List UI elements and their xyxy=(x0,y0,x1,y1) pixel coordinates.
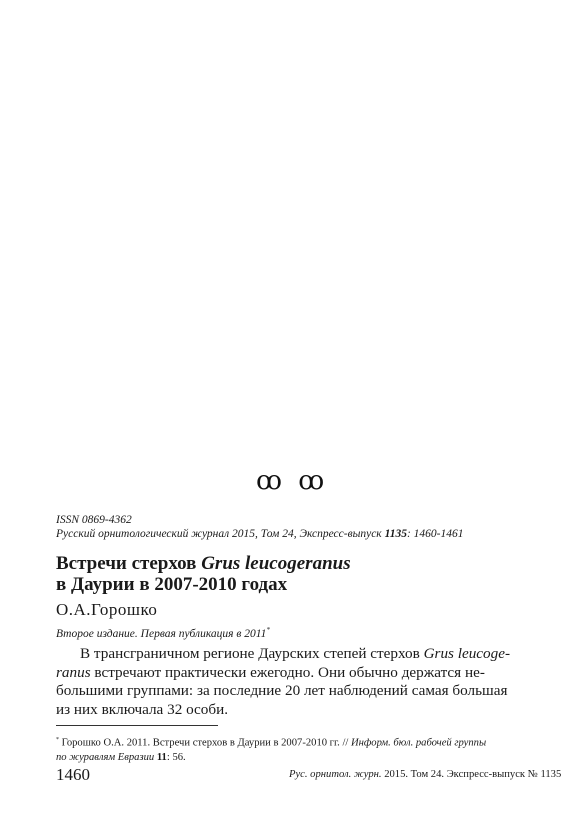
body-paragraph xyxy=(56,645,526,719)
author-name: О.А.Горошко xyxy=(56,600,158,619)
body-line-1 xyxy=(56,645,526,664)
title-line-2: в Даурии в 2007-2010 годах xyxy=(56,574,288,595)
title-prefix: Встречи стерхов xyxy=(56,553,202,574)
issn-line: ISSN 0869-4362 xyxy=(56,514,132,526)
title-species-latin: Grus leucogeranus xyxy=(201,553,351,574)
ornament-divider xyxy=(0,466,580,496)
journal-name: Русский орнитологический журнал 2015, Том 24, Экспресс-выпуск xyxy=(56,528,385,540)
ornament-left-glyph: ꝏ xyxy=(245,466,282,495)
edition-text: Второе издание. Первая публикация в 2011 xyxy=(56,627,267,640)
footnote-source: Информ. бюл. рабочей группы xyxy=(351,737,487,749)
footnote-marker: * xyxy=(266,626,270,634)
body-text-span: встречают практически ежегодно. Они обычно держатся не- xyxy=(90,663,485,681)
footnote-text: Горошко О.А. 2011. Встречи стерхов в Даурии в 2007-2010 гг. // xyxy=(59,737,352,749)
issue-number: 1135 xyxy=(384,528,407,540)
body-line-3: большими группами: за последние 20 лет наблюдений самая большая xyxy=(56,682,508,700)
footnote-pages: : 56. xyxy=(166,751,186,763)
ornament-right-glyph: ꝏ xyxy=(298,466,335,495)
title-line-1 xyxy=(56,553,351,574)
running-footer xyxy=(289,769,561,780)
body-latin-span: ranus xyxy=(56,663,91,681)
footer-journal-abbr: Рус. орнитол. журн. xyxy=(289,769,382,780)
journal-citation-line xyxy=(56,528,464,540)
footnote xyxy=(56,733,536,765)
body-line-4: из них включала 32 особи. xyxy=(56,700,229,718)
page-range: : 1460-1461 xyxy=(406,528,464,540)
footnote-source: по журавлям Евразии xyxy=(56,751,157,763)
footnote-volume: 11 xyxy=(156,751,167,763)
footnote-divider xyxy=(56,725,218,726)
article-title xyxy=(56,553,351,595)
footnote-line-2 xyxy=(56,751,536,765)
body-latin-span: Grus leucoge- xyxy=(423,645,511,662)
body-line-2 xyxy=(56,664,526,683)
edition-note xyxy=(56,626,270,640)
footer-issue-info: 2015. Том 24. Экспресс-выпуск № 1135 xyxy=(381,769,562,780)
page-number: 1460 xyxy=(56,765,90,784)
footnote-marker: * xyxy=(56,737,59,743)
footnote-line-1 xyxy=(56,733,536,751)
body-text-span: В трансграничном регионе Даурских степей стерхов xyxy=(80,645,424,662)
